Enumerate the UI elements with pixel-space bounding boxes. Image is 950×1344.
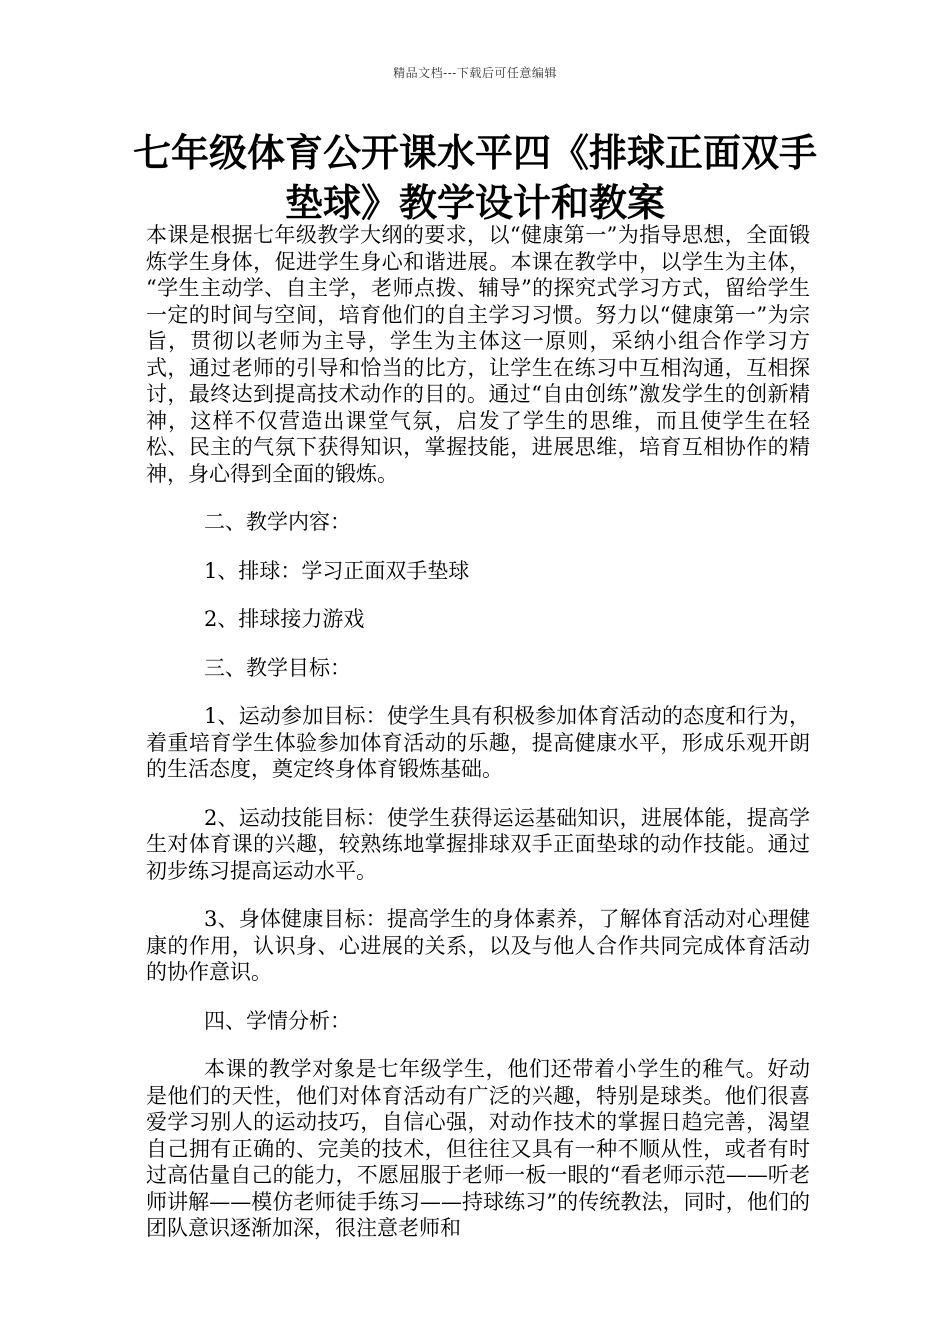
section-heading-analysis: 四、学情分析： [204, 1008, 351, 1033]
header-note: 精品文档---下载后可任意编辑 [393, 66, 557, 80]
goal-paragraph-2: 2、运动技能目标：使学生获得运运基础知识，进展体能，提高学生对体育课的兴趣，较熟练地掌握排球双手正面垫球的动作技能。通过初步练习提高运动水平。 [146, 805, 810, 883]
goal-paragraph-1: 1、运动参加目标：使学生具有积极参加体育活动的态度和行为，着重培育学生体验参加体育活动的乐趣，提高健康水平，形成乐观开朗的生活态度，奠定终身体育锻炼基础。 [146, 704, 810, 781]
document-body [146, 222, 810, 1242]
section-heading-goals: 三、教学目标： [204, 655, 351, 680]
content-item-2: 2、排球接力游戏 [204, 607, 365, 631]
intro-paragraph: 本课是根据七年级教学大纲的要求，以“健康第一”为指导思想，全面锻炼学生身体，促进学生身心和谐进展。本课在教学中，以学生为主体， “学生主动学、自主学，老师点拨、辅导”的探究式学习方式，留给学生一定的时间与空间，培育他们的自主学习习惯。努力以“健康第一”为宗旨，贯彻以老师为主导，学生为主体这一原则，采纳小组合作学习方式，通过老师的引导和恰当的比方，让学生在练习中互相沟通，互相探讨，最终达到提高技术动作的目的。通过“自由创练”激发学生的创新精神，这样不仅营造出课堂气氛，启发了学生的思维，而且使学生在轻松、民主的气氛下获得知识，掌握技能，进展思维，培育互相协作的精神，身心得到全面的锻炼。 [146, 223, 810, 486]
goal-paragraph-3: 3、身体健康目标：提高学生的身体素养，了解体育活动对心理健康的作用，认识身、心进展的关系，以及与他人合作共同完成体育活动的协作意识。 [146, 907, 810, 984]
content-item-1: 1、排球：学习正面双手垫球 [204, 558, 470, 583]
document-title: 七年级体育公开课水平四《排球正面双手垫球》教学设计和教案 [132, 131, 817, 225]
analysis-paragraph: 本课的教学对象是七年级学生，他们还带着小学生的稚气。好动是他们的天性，他们对体育活动有广泛的兴趣，特别是球类。他们很喜爱学习别人的运动技巧，自信心强，对动作技术的掌握日趋完善，渴望自己拥有正确的、完美的技术，但往往又具有一种不顺从性，或者有时过高估量自己的能力，不愿屈服于老师一板一眼的“看老师示范——听老师讲解——模仿老师徒手练习——持球练习”的传统教法，同时，他们的团队意识逐渐加深，很注意老师和 [146, 1057, 810, 1240]
section-heading-content: 二、教学内容： [204, 510, 351, 534]
